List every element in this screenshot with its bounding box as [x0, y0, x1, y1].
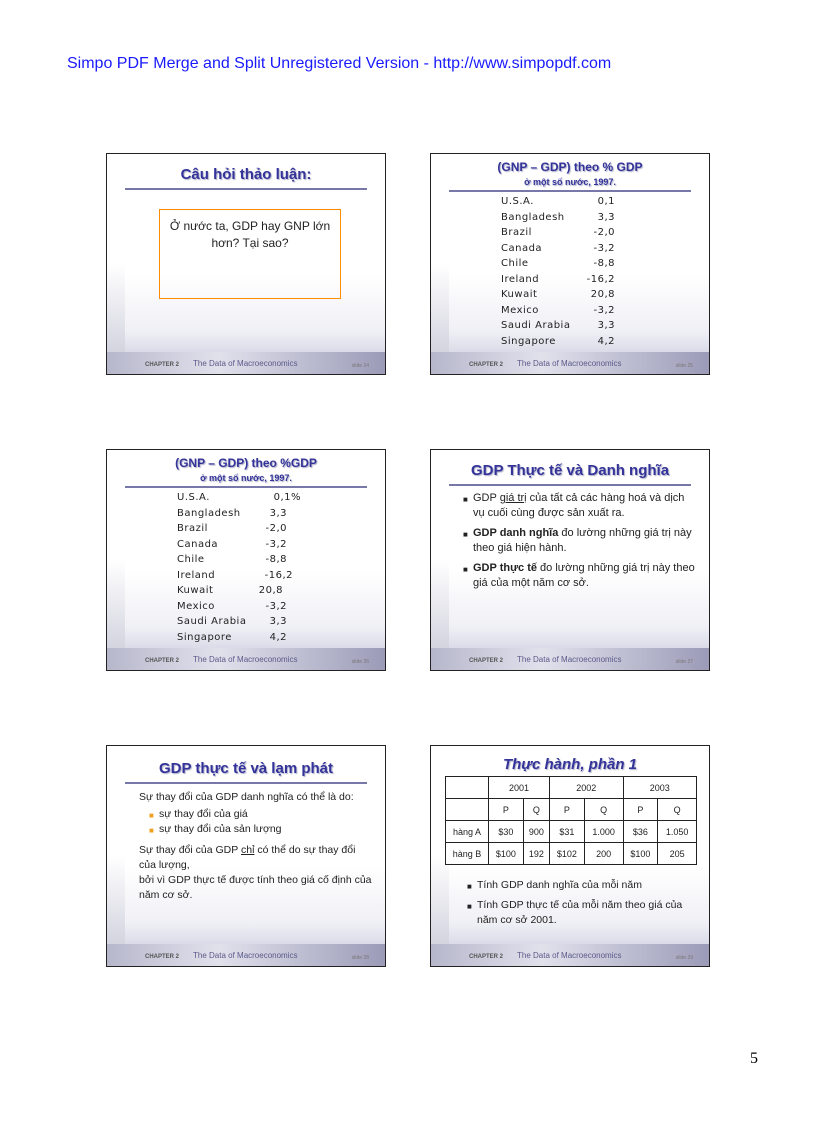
slide-footer	[431, 648, 709, 670]
text-block	[139, 790, 375, 903]
slide-title: (GNP – GDP) theo % GDP	[497, 160, 643, 174]
slide-title: (GNP – GDP) theo %GDP	[175, 456, 317, 470]
value-cell: 3,3	[269, 616, 287, 627]
slide-subtitle: ở một số nước, 1997.	[200, 473, 292, 483]
column-header: P	[550, 799, 585, 821]
row-label: hàng B	[446, 843, 489, 865]
task-list	[467, 878, 697, 933]
slide-29	[430, 745, 710, 967]
subject-label: The Data of Macroeconomics	[193, 655, 298, 664]
slide-28	[106, 745, 386, 967]
list-item: ■ sự thay đổi của sản lượng	[149, 822, 375, 837]
list-item: ■ GDP giá trị của tất cả các hàng hoá và dịch vụ cuối cùng được sản xuất ra.	[463, 492, 685, 519]
country-cell: Ireland	[177, 569, 216, 581]
value-cell: -8,8	[265, 554, 287, 565]
country-cell: U.S.A.	[501, 196, 534, 207]
country-cell: Bangladesh	[501, 211, 565, 223]
country-cell: Canada	[501, 242, 543, 254]
table-cell: $102	[550, 843, 585, 865]
country-cell: Brazil	[501, 227, 532, 238]
question-line: hơn? Tại sao?	[211, 236, 289, 250]
country-cell: Brazil	[177, 523, 208, 534]
paragraph: Sự thay đổi của GDP chỉ có thể do sự thay đổi của lượng,	[139, 844, 356, 871]
value-cell: 20,8	[590, 289, 615, 300]
table-cell: 1.000	[584, 821, 623, 843]
slide-title: Câu hỏi thảo luận:	[180, 166, 312, 183]
title-rule	[449, 484, 691, 486]
table-cell: $31	[550, 821, 585, 843]
slide-subtitle: ở một số nước, 1997.	[524, 177, 616, 187]
slide-number: slide 25	[675, 363, 693, 369]
value-cell: -2,0	[593, 227, 615, 238]
subject-label: The Data of Macroeconomics	[193, 359, 298, 368]
bold-term: GDP thực tế	[473, 562, 537, 574]
title-rule	[125, 486, 367, 488]
value-cell: -3,2	[265, 600, 287, 612]
chapter-label: CHAPTER 2	[145, 954, 180, 960]
country-cell: Chile	[177, 554, 205, 565]
title-rule	[449, 190, 691, 192]
bullet-icon: ■	[467, 902, 472, 911]
list-item: ■ sự thay đổi của giá	[149, 807, 375, 822]
value-cell: -16,2	[586, 273, 615, 285]
table-cell: 205	[658, 843, 697, 865]
country-cell: Mexico	[501, 304, 539, 316]
value-cell: -16,2	[264, 569, 293, 581]
slide-footer	[107, 352, 385, 374]
table-cell: 192	[523, 843, 549, 865]
country-cell: Kuwait	[501, 289, 538, 300]
list-item: ■ Tính GDP thực tế của mỗi năm theo giá của năm cơ sở 2001.	[467, 899, 683, 926]
paragraph: bởi vì GDP thực tế được tính theo giá cố định của năm cơ sở.	[139, 874, 372, 901]
subject-label: The Data of Macroeconomics	[517, 359, 622, 368]
country-cell: Singapore	[501, 335, 556, 347]
title-rule	[125, 188, 367, 190]
gnp-table	[177, 492, 307, 647]
table-row	[446, 777, 697, 799]
question-box	[159, 209, 341, 299]
column-header: P	[489, 799, 524, 821]
value-cell: 3,3	[269, 507, 287, 519]
value-cell: 0,1%	[273, 492, 301, 503]
subject-label: The Data of Macroeconomics	[193, 951, 298, 960]
table-cell	[446, 799, 489, 821]
country-cell: Saudi Arabia	[177, 616, 247, 627]
table-cell: $100	[623, 843, 658, 865]
bullet-icon: ■	[149, 811, 154, 820]
chapter-label: CHAPTER 2	[145, 658, 180, 664]
value-cell: 4,2	[597, 335, 615, 347]
slide-footer	[107, 648, 385, 670]
value-cell: -3,2	[593, 242, 615, 254]
country-cell: Saudi Arabia	[501, 320, 571, 331]
chapter-label: CHAPTER 2	[469, 658, 504, 664]
slide-number: slide 29	[675, 955, 693, 961]
slide-title: Thực hành, phần 1	[502, 756, 638, 773]
year-header: 2002	[550, 777, 623, 799]
country-cell: Canada	[177, 538, 219, 550]
gnp-table	[501, 196, 621, 351]
table-cell: 1.050	[658, 821, 697, 843]
slide-title: GDP Thực tế và Danh nghĩa	[470, 462, 670, 479]
list-item: ■ Tính GDP danh nghĩa của mỗi năm	[467, 878, 697, 893]
list-item: ■ GDP danh nghĩa đo lường những giá trị này theo giá hiện hành.	[463, 527, 692, 554]
subject-label: The Data of Macroeconomics	[517, 655, 622, 664]
country-cell: Mexico	[177, 600, 215, 612]
watermark-text: Simpo PDF Merge and Split Unregistered Version - http://www.simpopdf.com	[67, 55, 612, 72]
value-cell: 20,8	[258, 585, 283, 596]
slide-26	[106, 449, 386, 671]
table-cell: $100	[489, 843, 524, 865]
column-header: Q	[658, 799, 697, 821]
paragraph: Sự thay đổi của GDP danh nghĩa có thể là do:	[139, 791, 354, 803]
page-number: 5	[750, 1050, 758, 1067]
underlined-term: giá trị	[499, 492, 527, 504]
chapter-label: CHAPTER 2	[469, 362, 504, 368]
slide-24	[106, 153, 386, 375]
country-cell: Ireland	[501, 273, 540, 285]
bold-term: GDP danh nghĩa	[473, 527, 559, 539]
table-cell: $36	[623, 821, 658, 843]
bullet-icon: ■	[463, 530, 468, 539]
value-cell: -3,2	[265, 538, 287, 550]
country-cell: Kuwait	[177, 585, 214, 596]
country-cell: Bangladesh	[177, 507, 241, 519]
table-cell	[446, 777, 489, 799]
value-cell: 3,3	[597, 211, 615, 223]
slide-number: slide 28	[351, 955, 369, 961]
slide-27	[430, 449, 710, 671]
slide-number: slide 24	[351, 363, 369, 369]
bullet-list	[463, 491, 695, 596]
slide-footer	[107, 944, 385, 966]
bullet-icon: ■	[463, 495, 468, 504]
list-item: ■ GDP thực tế đo lường những giá trị này theo giá của một năm cơ sở.	[463, 562, 695, 589]
table-cell: $30	[489, 821, 524, 843]
value-cell: 0,1	[597, 196, 615, 207]
chapter-label: CHAPTER 2	[145, 362, 180, 368]
value-cell: 3,3	[597, 320, 615, 331]
slide-number: slide 26	[351, 659, 369, 665]
slide-title: GDP thực tế và lạm phát	[159, 760, 333, 777]
slide-footer	[431, 944, 709, 966]
country-cell: Singapore	[177, 631, 232, 643]
value-cell: 4,2	[269, 631, 287, 643]
bullet-icon: ■	[149, 826, 154, 835]
chapter-label: CHAPTER 2	[469, 954, 504, 960]
practice-table	[445, 776, 697, 865]
table-row	[446, 799, 697, 821]
title-rule	[125, 782, 367, 784]
column-header: Q	[523, 799, 549, 821]
table-cell: 200	[584, 843, 623, 865]
column-header: Q	[584, 799, 623, 821]
row-label: hàng A	[446, 821, 489, 843]
table-cell: 900	[523, 821, 549, 843]
value-cell: -8,8	[593, 258, 615, 269]
year-header: 2003	[623, 777, 696, 799]
slide-footer	[431, 352, 709, 374]
question-line: Ở nước ta, GDP hay GNP lớn	[169, 219, 331, 233]
column-header: P	[623, 799, 658, 821]
table-row	[446, 843, 697, 865]
table-row	[446, 821, 697, 843]
slide-number: slide 27	[675, 659, 693, 665]
slide-25	[430, 153, 710, 375]
year-header: 2001	[489, 777, 550, 799]
value-cell: -3,2	[593, 304, 615, 316]
country-cell: U.S.A.	[177, 492, 210, 503]
country-cell: Chile	[501, 258, 529, 269]
bullet-icon: ■	[467, 882, 472, 891]
value-cell: -2,0	[265, 523, 287, 534]
subject-label: The Data of Macroeconomics	[517, 951, 622, 960]
bullet-icon: ■	[463, 565, 468, 574]
